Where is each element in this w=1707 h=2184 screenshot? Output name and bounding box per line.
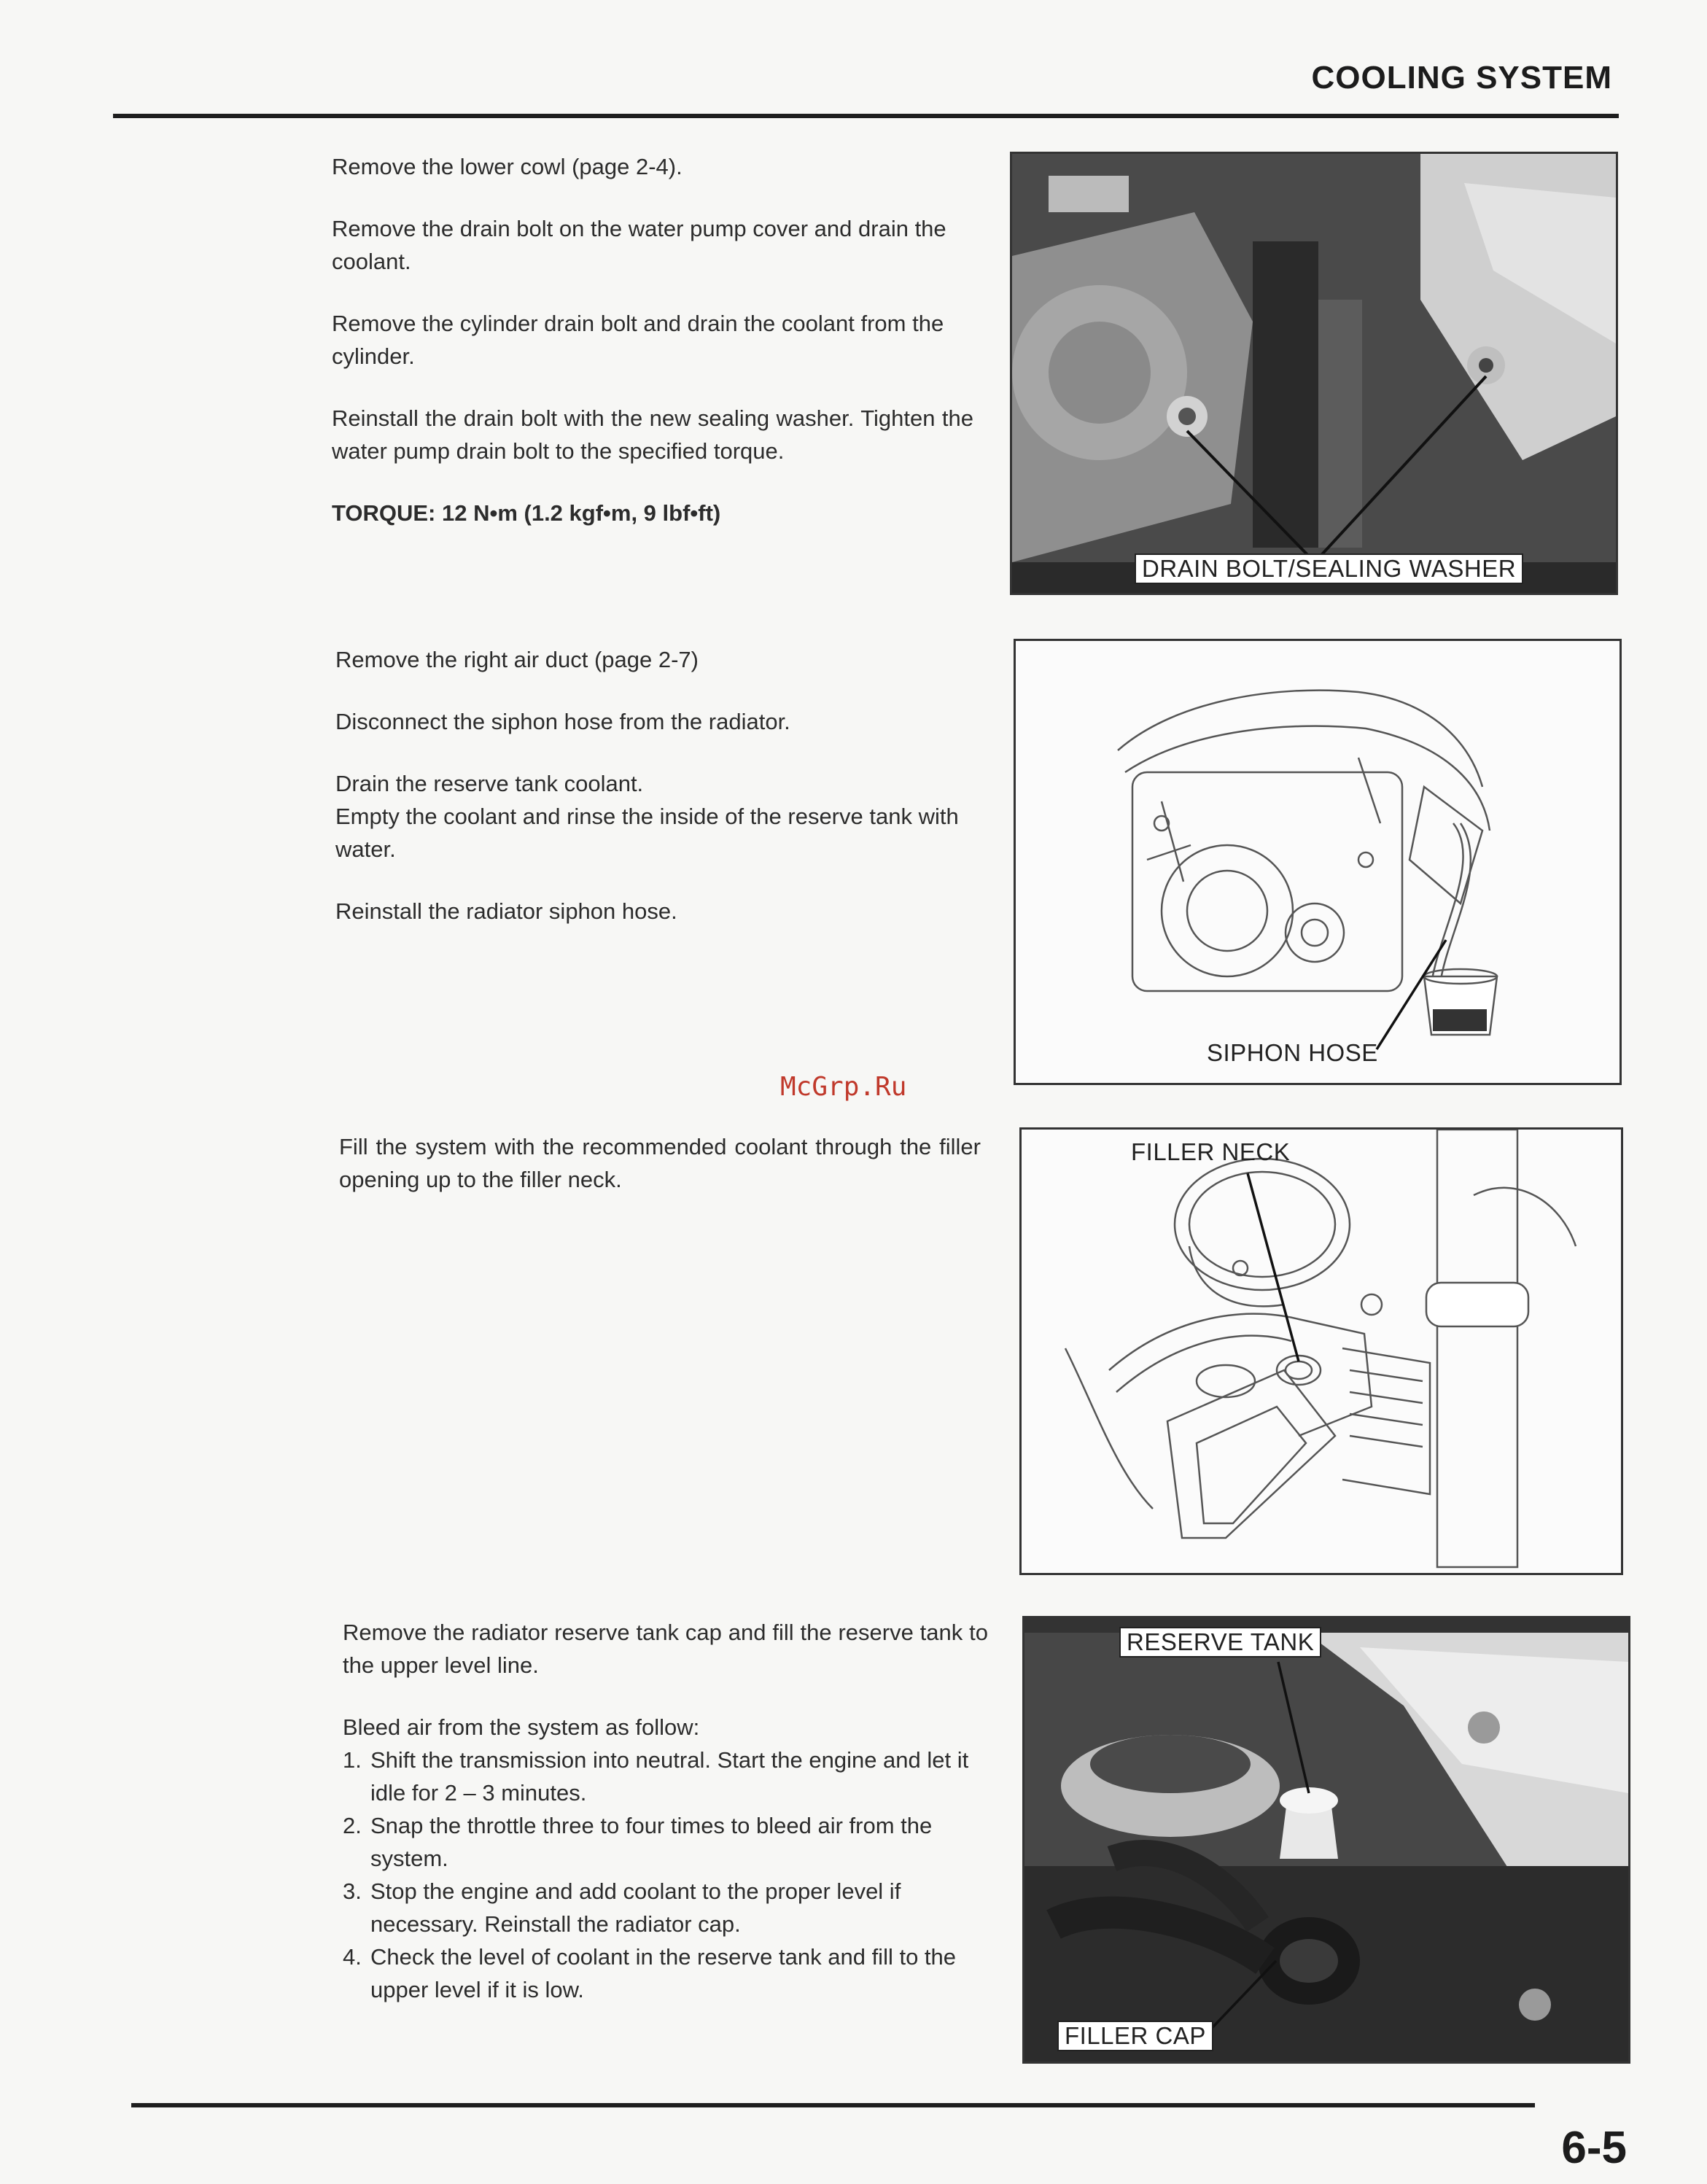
bleed-step-4: 4. Check the level of coolant in the reserve tank and fill to the upper level if it is low. [343, 1944, 957, 2002]
figure-siphon-hose-drawing [1014, 639, 1622, 1085]
section-fill-coolant [339, 1130, 981, 1225]
siphon-hose-drawing-art [1016, 641, 1619, 1083]
bleed-step-2: 2. Snap the throttle three to four times to bleed air from the system. [343, 1813, 933, 1871]
step-reinstall-drain-bolt: Reinstall the drain bolt with the new sealing washer. Tighten the water pump drain bolt to the specified torque. [332, 405, 973, 464]
torque-spec: TORQUE: 12 N•m (1.2 kgf•m, 9 lbf•ft) [332, 500, 721, 526]
section-drain-coolant [332, 150, 973, 559]
drain-bolt-photo-art [1012, 154, 1616, 593]
step-reinstall-siphon-hose: Reinstall the radiator siphon hose. [335, 898, 677, 924]
figure-reserve-tank-photo [1022, 1616, 1630, 2064]
header-rule [113, 114, 1619, 118]
label-filler-cap: FILLER CAP [1057, 2021, 1213, 2051]
bleed-air-steps [343, 1744, 988, 2006]
step-remove-drain-bolt: Remove the drain bolt on the water pump cover and drain the coolant. [332, 216, 946, 274]
reserve-tank-photo-art [1024, 1618, 1628, 2061]
step-remove-cylinder-drain-bolt: Remove the cylinder drain bolt and drain the coolant from the cylinder. [332, 311, 944, 369]
figure-drain-bolt-photo [1010, 152, 1618, 595]
label-reserve-tank: RESERVE TANK [1119, 1627, 1321, 1658]
step-drain-reserve-tank: Drain the reserve tank coolant. [335, 771, 644, 796]
filler-neck-drawing-art [1022, 1130, 1621, 1573]
page-number: 6-5 [1561, 2123, 1627, 2173]
bleed-air-intro: Bleed air from the system as follow: [343, 1714, 700, 1740]
page-header-title: COOLING SYSTEM [1311, 60, 1612, 96]
label-drain-bolt-sealing-washer: DRAIN BOLT/SEALING WASHER [1135, 553, 1523, 584]
bleed-step-3: 3. Stop the engine and add coolant to the proper level if necessary. Reinstall the radiator cap. [343, 1878, 901, 1937]
step-remove-right-air-duct: Remove the right air duct (page 2-7) [335, 647, 699, 672]
step-fill-system: Fill the system with the recommended coolant through the filler opening up to the filler neck. [339, 1134, 981, 1192]
figure-filler-neck-drawing [1019, 1127, 1623, 1575]
step-fill-reserve-tank: Remove the radiator reserve tank cap and fill the reserve tank to the upper level line. [343, 1620, 988, 1678]
label-filler-neck: FILLER NECK [1131, 1138, 1291, 1165]
step-empty-and-rinse: Empty the coolant and rinse the inside of the reserve tank with water. [335, 804, 959, 862]
section-reserve-tank-drain [335, 643, 981, 957]
label-siphon-hose: SIPHON HOSE [1207, 1039, 1378, 1066]
step-disconnect-siphon-hose: Disconnect the siphon hose from the radiator. [335, 709, 790, 734]
bleed-step-1: 1. Shift the transmission into neutral. Start the engine and let it idle for 2 – 3 minutes. [343, 1747, 969, 1806]
step-remove-lower-cowl: Remove the lower cowl (page 2-4). [332, 154, 683, 179]
footer-rule [131, 2103, 1535, 2107]
watermark-text: McGrp.Ru [780, 1072, 907, 1102]
section-bleed-air [343, 1616, 988, 2006]
